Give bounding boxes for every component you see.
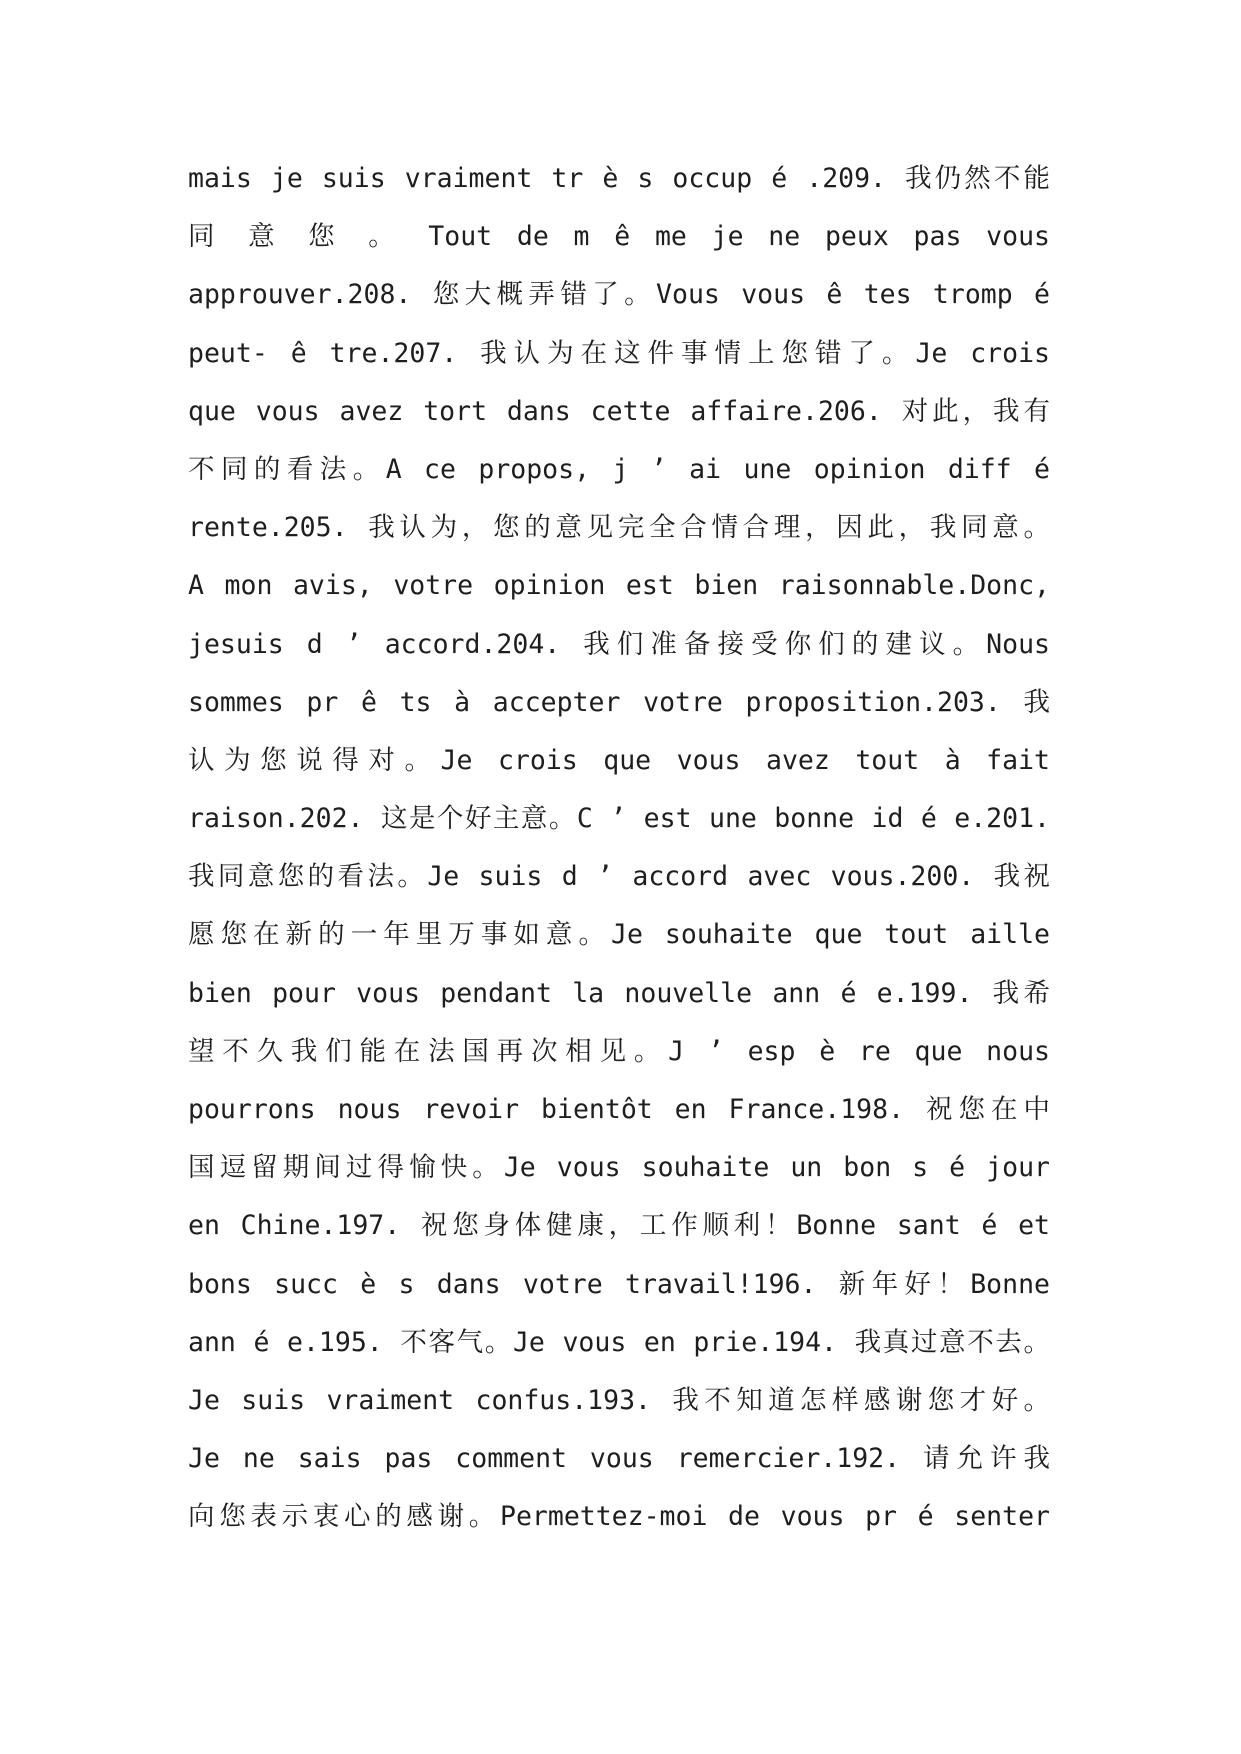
text-line: 向您表示衷心的感谢。Permettez-moi de vous pr é senter: [188, 1502, 1050, 1533]
text-line: en Chine.197. 祝您身体健康，工作顺利！Bonne sant é et: [188, 1211, 1050, 1242]
text-line: 我同意您的看法。Je suis d ’ accord avec vous.200. 我祝: [188, 862, 1050, 893]
text-line: rente.205. 我认为，您的意见完全合情合理，因此，我同意。: [188, 513, 1050, 544]
text-line: 不同的看法。A ce propos, j ’ ai une opinion diff é: [188, 454, 1050, 485]
text-line: Je ne sais pas comment vous remercier.192. 请允许我: [188, 1444, 1050, 1475]
text-line: bons succ è s dans votre travail!196. 新年好！Bonne: [188, 1269, 1050, 1300]
text-line: Je suis vraiment confus.193. 我不知道怎样感谢您才好。: [188, 1385, 1050, 1416]
text-line: approuver.208. 您大概弄错了。Vous vous ê tes tromp é: [188, 280, 1050, 311]
text-line: mais je suis vraiment tr è s occup é .209. 我仍然不能: [188, 164, 1050, 194]
text-line: 愿您在新的一年里万事如意。Je souhaite que tout aille: [188, 920, 1050, 951]
text-line: 认为您说得对。Je crois que vous avez tout à fait: [188, 745, 1050, 776]
body-text: [188, 164, 1050, 1561]
text-line: 同 意 您 。 Tout de m ê me je ne peux pas vous: [188, 222, 1050, 253]
text-line: peut- ê tre.207. 我认为在这件事情上您错了。Je crois: [188, 338, 1050, 369]
text-line: raison.202. 这是个好主意。C ’ est une bonne id é e.201.: [188, 804, 1050, 835]
text-line: A mon avis, votre opinion est bien raisonnable.Donc,: [188, 571, 1050, 602]
text-line: que vous avez tort dans cette affaire.206. 对此，我有: [188, 396, 1050, 427]
text-line: jesuis d ’ accord.204. 我们准备接受你们的建议。Nous: [188, 629, 1050, 660]
text-line: pourrons nous revoir bientôt en France.198. 祝您在中: [188, 1095, 1050, 1125]
text-line: 国逗留期间过得愉快。Je vous souhaite un bon s é jour: [188, 1153, 1050, 1184]
text-line: bien pour vous pendant la nouvelle ann é e.199. 我希: [188, 978, 1050, 1009]
text-line: 望不久我们能在法国再次相见。J ’ esp è re que nous: [188, 1036, 1050, 1067]
text-line: ann é e.195. 不客气。Je vous en prie.194. 我真过意不去。: [188, 1327, 1050, 1358]
text-line: sommes pr ê ts à accepter votre proposition.203. 我: [188, 687, 1050, 718]
